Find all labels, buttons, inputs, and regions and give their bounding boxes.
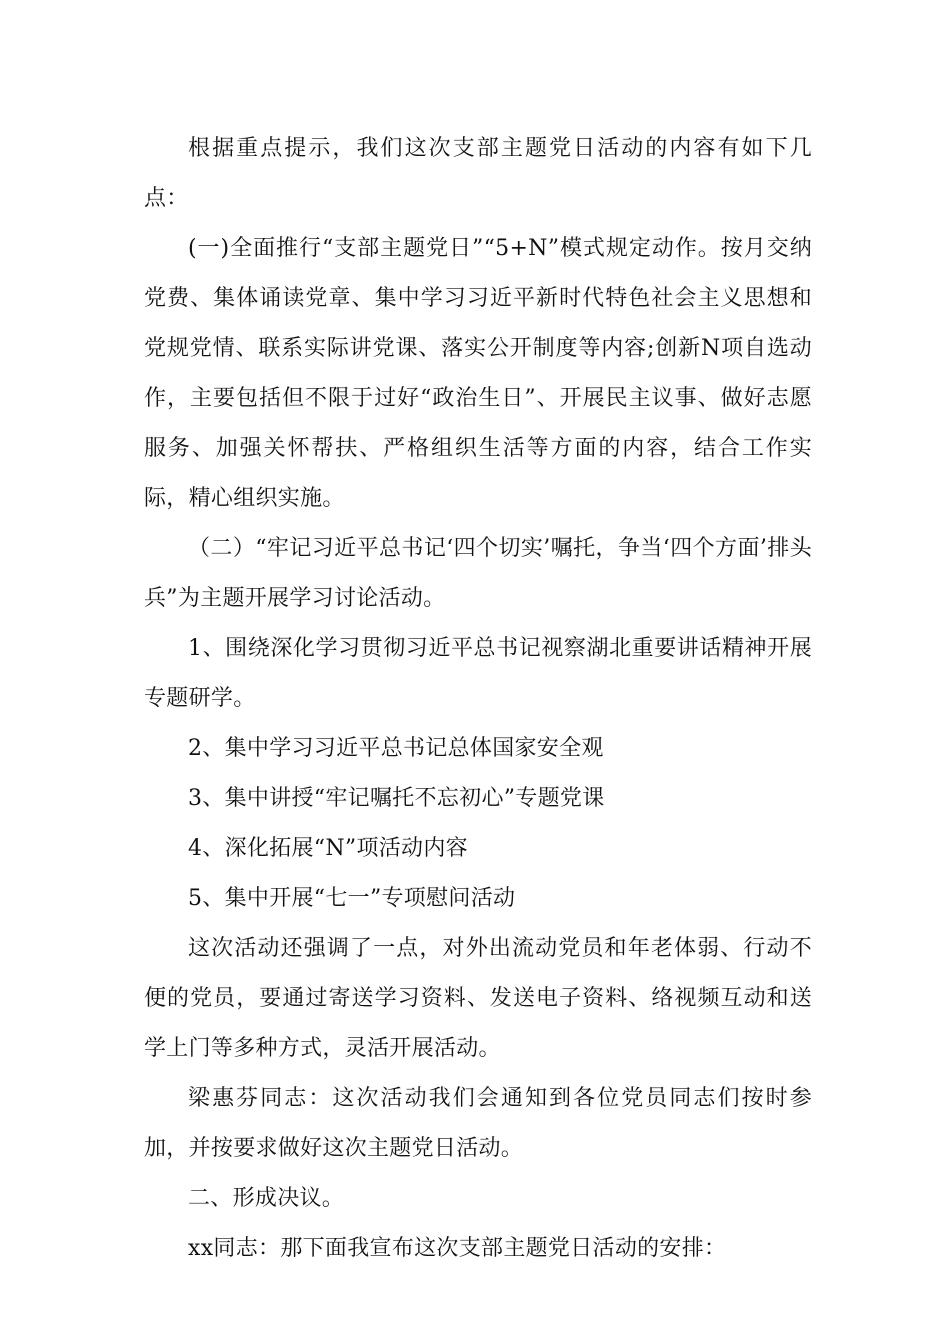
list-item-1: 1、围绕深化学习贯彻习近平总书记视察湖北重要讲话精神开展专题研学。 xyxy=(144,636,812,711)
list-item-2: 2、集中学习习近平总书记总体国家安全观 xyxy=(188,736,604,761)
document-body xyxy=(144,124,812,1274)
paragraph-emphasis: 这次活动还强调了一点，对外出流动党员和年老体弱、行动不便的党员，要通过寄送学习资料、发送电子资料、络视频互动和送学上门等多种方式，灵活开展活动。 xyxy=(144,936,812,1061)
paragraph-item-one: (一)全面推行“支部主题党日”“5+N”模式规定动作。按月交纳党费、集体诵读党章、集中学习习近平新时代特色社会主义思想和党规党情、联系实际讲党课、落实公开制度等内容;创新N项自选动作，主要包括但不限于过好“政治生日”、开展民主议事、做好志愿服务、加强关怀帮扶、严格组织生活等方面的内容，结合工作实际，精心组织实施。 xyxy=(144,236,812,511)
list-item-5: 5、集中开展“七一”专项慰问活动 xyxy=(188,886,516,911)
list-item-3: 3、集中讲授“牢记嘱托不忘初心”专题党课 xyxy=(188,786,605,811)
paragraph-intro: 根据重点提示，我们这次支部主题党日活动的内容有如下几点： xyxy=(144,136,812,211)
list-item-4: 4、深化拓展“N”项活动内容 xyxy=(188,836,468,861)
paragraph-liang-huifen: 梁惠芬同志：这次活动我们会通知到各位党员同志们按时参加，并按要求做好这次主题党日活动。 xyxy=(144,1086,812,1161)
paragraph-item-two: （二）“牢记习近平总书记‘四个切实’嘱托，争当‘四个方面’排头兵”为主题开展学习讨论活动。 xyxy=(144,536,812,611)
section-heading-resolution: 二、形成决议。 xyxy=(188,1186,345,1211)
paragraph-xx-comrade: xx同志：那下面我宣布这次支部主题党日活动的安排： xyxy=(188,1236,727,1261)
